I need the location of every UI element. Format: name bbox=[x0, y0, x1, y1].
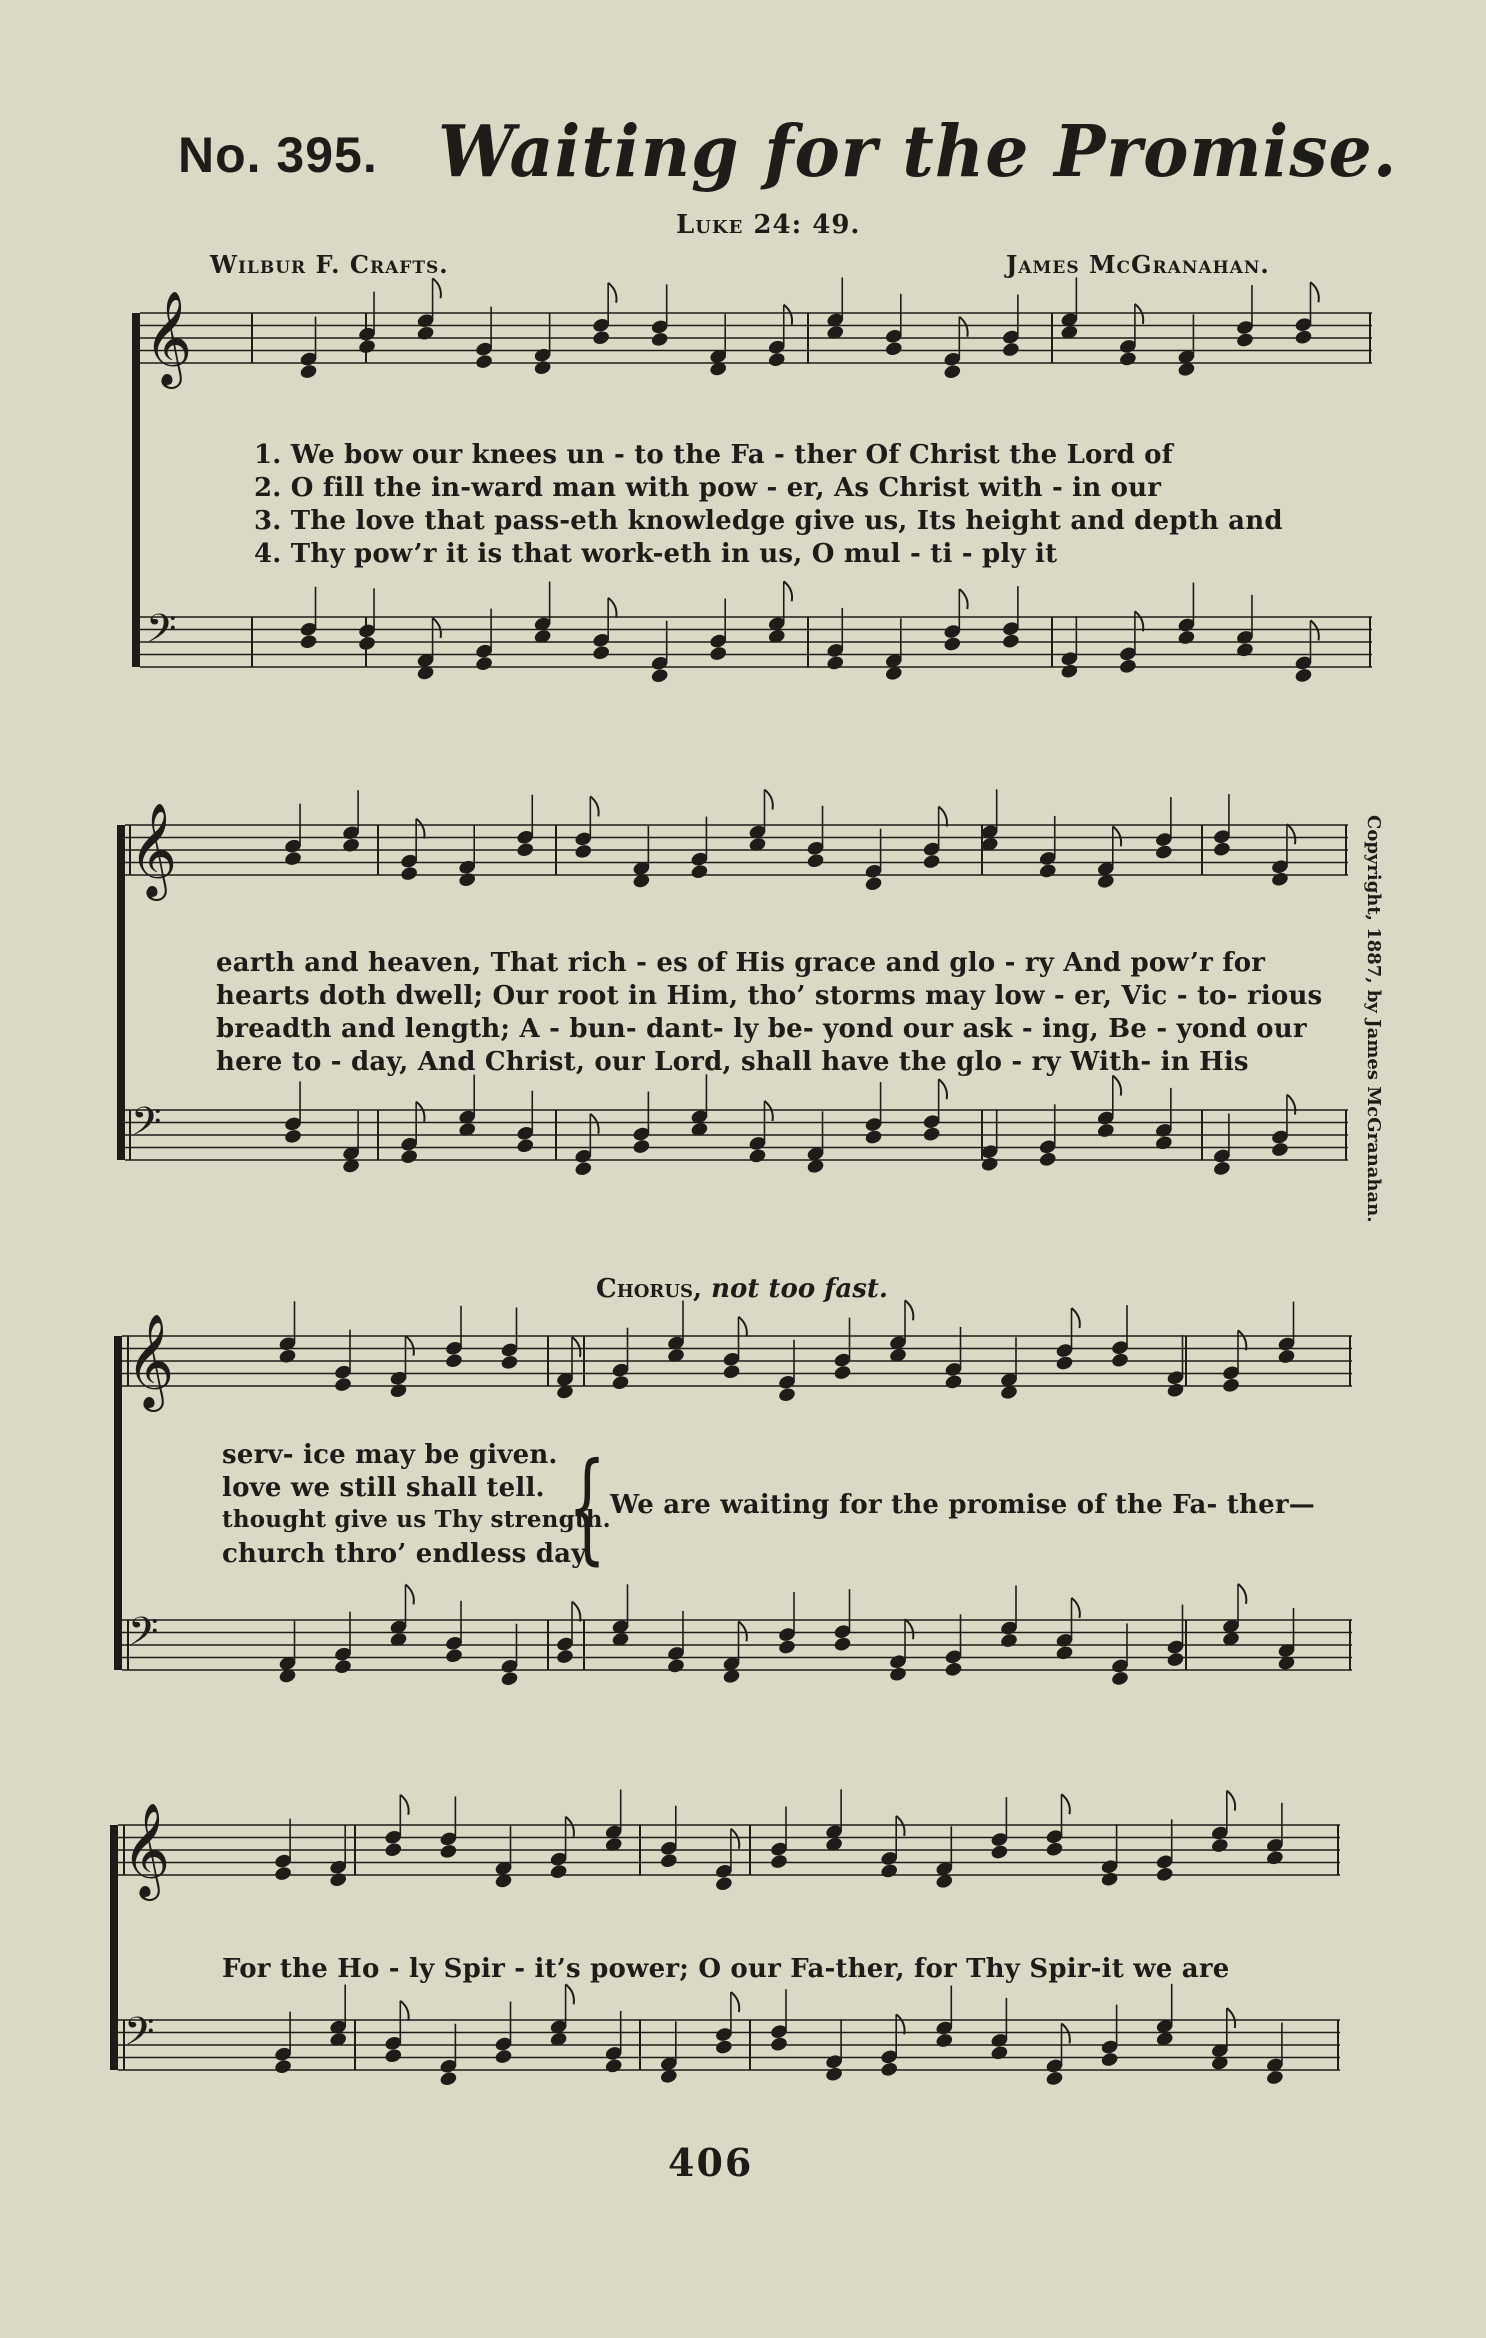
system-4-treble-note bbox=[439, 1843, 458, 1860]
system-2-bass-clef: 𝄢 bbox=[131, 1099, 162, 1155]
system-3-treble-note bbox=[389, 1382, 408, 1399]
system-1-treble-flag bbox=[1135, 304, 1143, 324]
system-2-treble-flag bbox=[764, 790, 772, 810]
system-1-bass-note bbox=[709, 645, 728, 662]
system-3-treble-note bbox=[444, 1352, 463, 1369]
verse-1-line-1: 1. We bow our knees un - to the Fa - ther Of Christ the Lord of bbox=[254, 440, 1174, 470]
system-1-treble-flag bbox=[433, 278, 441, 298]
system-3-treble-flag bbox=[739, 1317, 747, 1337]
system-4-bass-flag bbox=[1062, 2023, 1070, 2043]
system-4-treble-note bbox=[659, 1852, 678, 1869]
system-2-treble-note bbox=[1270, 871, 1289, 888]
system-1-treble-flag bbox=[608, 283, 616, 303]
system-4-treble-note bbox=[880, 1863, 899, 1880]
system-3-bass-flag bbox=[1072, 1598, 1080, 1618]
system-1-bass-note bbox=[592, 644, 611, 661]
system-2-bass-note bbox=[516, 1137, 535, 1154]
system-1-treble-flag bbox=[784, 305, 792, 325]
system-3-treble-note bbox=[1221, 1377, 1240, 1394]
verse-4-line-2: here to - day, And Christ, our Lord, shall have the glo - ry With- in His bbox=[216, 1047, 1249, 1077]
system-3-bass-note bbox=[999, 1632, 1018, 1649]
system-4-bass-note bbox=[604, 2058, 623, 2075]
system-2-bass-note bbox=[1154, 1134, 1173, 1151]
system-3-bass-note bbox=[500, 1670, 519, 1687]
system-3-treble-note bbox=[611, 1374, 630, 1391]
system-2-treble-note bbox=[1212, 841, 1231, 858]
system-1-bass-note bbox=[1118, 658, 1137, 675]
system-2-bass-flag bbox=[590, 1114, 598, 1134]
system-4-bass-note bbox=[1265, 2069, 1284, 2086]
system-1-treble-note bbox=[1235, 332, 1254, 349]
system-2-bass-flag bbox=[939, 1079, 947, 1099]
system-1-bass-note bbox=[475, 655, 494, 672]
system-3-treble-note bbox=[278, 1348, 297, 1365]
system-3-bass-note bbox=[833, 1636, 852, 1653]
system-2-bass-note bbox=[922, 1126, 941, 1143]
system-1-treble-note bbox=[357, 338, 376, 355]
system-1-bass-note bbox=[299, 633, 318, 650]
system-2-bass-note bbox=[632, 1138, 651, 1155]
chorus-tempo: not too fast. bbox=[711, 1274, 888, 1304]
system-3-treble-note bbox=[1277, 1348, 1296, 1365]
system-4-treble-note bbox=[329, 1871, 348, 1888]
system-3-treble-note bbox=[1110, 1352, 1129, 1369]
system-3-treble-flag bbox=[1238, 1330, 1246, 1350]
system-4-bass-flag bbox=[896, 2014, 904, 2034]
system-2-bass-note bbox=[864, 1129, 883, 1146]
system-4-bass-flag bbox=[566, 1984, 574, 2004]
system-2-bass-note bbox=[1212, 1160, 1231, 1177]
system-3-bass-clef: 𝄢 bbox=[128, 1609, 159, 1665]
system-4-bass-note bbox=[274, 2058, 293, 2075]
copyright-text: Copyright, 1887, by James McGranahan. bbox=[1363, 815, 1384, 1223]
system-4-treble-flag bbox=[1227, 1791, 1235, 1811]
system-3-bass-note bbox=[1166, 1651, 1185, 1668]
lyricist: Wilbur F. Crafts. bbox=[210, 250, 449, 279]
composer: James McGranahan. bbox=[1006, 250, 1270, 279]
system-1-treble-flag bbox=[959, 317, 967, 337]
system-1-bass-note bbox=[650, 667, 669, 684]
system-3-bass-flag bbox=[1238, 1584, 1246, 1604]
system-3-treble-flag bbox=[1072, 1308, 1080, 1328]
system-1-bass-flag bbox=[1310, 620, 1318, 640]
chorus-refrain: We are waiting for the promise of the Fa- ther— bbox=[610, 1490, 1315, 1520]
system-1-bass-clef: 𝄢 bbox=[146, 606, 177, 662]
system-4-bass-note bbox=[439, 2070, 458, 2087]
system-1-bass-flag bbox=[784, 581, 792, 601]
system-1-treble-note bbox=[299, 363, 318, 380]
system-4-bass-note bbox=[825, 2066, 844, 2083]
system-3-treble-note bbox=[333, 1376, 352, 1393]
system-1-bass-flag bbox=[959, 589, 967, 609]
system-4-bass-note bbox=[494, 2048, 513, 2065]
verse-1-line-2: earth and heaven, That rich - es of His grace and glo - ry And pow’r for bbox=[216, 948, 1266, 978]
system-3-treble-note bbox=[833, 1364, 852, 1381]
system-1-bass-flag bbox=[608, 598, 616, 618]
system-1-treble-note bbox=[416, 325, 435, 342]
verse-2-line-1: 2. O fill the in-ward man with pow - er, As Christ with - in our bbox=[254, 473, 1162, 503]
system-4-treble-note bbox=[274, 1865, 293, 1882]
system-2-bass-flag bbox=[416, 1102, 424, 1122]
system-3-bass-note bbox=[944, 1661, 963, 1678]
system-4-bass-note bbox=[935, 2032, 954, 2049]
system-4-bass-clef: 𝄢 bbox=[124, 2009, 155, 2065]
system-3-bass-note bbox=[333, 1658, 352, 1675]
copyright-notice bbox=[1354, 815, 1394, 1225]
system-2-treble-clef: 𝄞 bbox=[129, 803, 178, 898]
system-2-treble-flag bbox=[416, 819, 424, 839]
hymn-title: Waiting for the Promise. bbox=[438, 110, 1398, 194]
verse-3-line-1: 3. The love that pass-eth knowledge give us, Its height and depth and bbox=[254, 506, 1283, 536]
system-3-bass-note bbox=[666, 1658, 685, 1675]
system-3-bass-note bbox=[888, 1666, 907, 1683]
system-1-treble-note bbox=[533, 359, 552, 376]
system-2-treble-note bbox=[1154, 844, 1173, 861]
system-2-bass-flag bbox=[1287, 1095, 1295, 1115]
system-1-bass-note bbox=[1001, 633, 1020, 650]
chorus-label bbox=[596, 1274, 888, 1304]
system-4-bass-note bbox=[384, 2047, 403, 2064]
system-4-treble-flag bbox=[566, 1817, 574, 1837]
verse-2-line-2: hearts doth dwell; Our root in Him, tho’ storms may low - er, Vic - to- rious bbox=[216, 981, 1323, 1011]
system-1-treble-note bbox=[884, 340, 903, 357]
system-2-treble-note bbox=[806, 852, 825, 869]
system-2-bass-note bbox=[1096, 1122, 1115, 1139]
system-2-bass-note bbox=[1270, 1141, 1289, 1158]
system-3-bass-note bbox=[1110, 1670, 1129, 1687]
system-1-bass-note bbox=[1294, 667, 1313, 684]
system-4-treble-note bbox=[1155, 1866, 1174, 1883]
system-1-treble-clef: 𝄞 bbox=[144, 291, 193, 386]
system-2-bass-note bbox=[400, 1148, 419, 1165]
system-1-bass-note bbox=[1060, 663, 1079, 680]
system-4-treble-note bbox=[384, 1841, 403, 1858]
system-4-treble-flag bbox=[896, 1816, 904, 1836]
system-4-bass-flag bbox=[731, 1992, 739, 2012]
system-3-bass-flag bbox=[739, 1621, 747, 1641]
system-3-bass-flag bbox=[406, 1585, 414, 1605]
system-2-treble-note bbox=[1038, 863, 1057, 880]
system-1-bass-flag bbox=[433, 618, 441, 638]
system-4-treble-note bbox=[990, 1844, 1009, 1861]
system-2-treble-note bbox=[283, 850, 302, 867]
system-1-bass-note bbox=[1235, 641, 1254, 658]
ending-verse-2: love we still shall tell. bbox=[222, 1473, 545, 1503]
system-4-bass-note bbox=[714, 2039, 733, 2056]
system-3-bass-note bbox=[777, 1639, 796, 1656]
system-1-bass-note bbox=[826, 655, 845, 672]
system-4-treble-note bbox=[1265, 1849, 1284, 1866]
system-2-treble-note bbox=[400, 865, 419, 882]
system-2-treble-flag bbox=[1287, 824, 1295, 844]
system-1-treble-note bbox=[592, 329, 611, 346]
system-4-treble-note bbox=[1100, 1871, 1119, 1888]
system-3-bass-flag bbox=[905, 1619, 913, 1639]
ending-verse-4: church thro’ endless day. bbox=[222, 1539, 593, 1569]
system-1-bass-note bbox=[1177, 629, 1196, 646]
system-4-bass-note bbox=[769, 2036, 788, 2053]
system-2-treble-note bbox=[458, 871, 477, 888]
system-2-treble-note bbox=[922, 853, 941, 870]
system-4-bass-note bbox=[990, 2044, 1009, 2061]
chorus-word: Chorus, bbox=[596, 1274, 703, 1304]
system-1-bass-flag bbox=[1135, 611, 1143, 631]
system-2-bass-flag bbox=[764, 1101, 772, 1121]
system-2-treble-note bbox=[516, 841, 535, 858]
system-3-treble-note bbox=[944, 1374, 963, 1391]
system-2-bass-flag bbox=[1113, 1076, 1121, 1096]
system-2-treble-note bbox=[574, 843, 593, 860]
system-4-treble-note bbox=[549, 1863, 568, 1880]
system-1-treble-note bbox=[1294, 329, 1313, 346]
system-1-bass-note bbox=[357, 635, 376, 652]
system-3-bass-note bbox=[444, 1647, 463, 1664]
system-4-treble-note bbox=[1210, 1837, 1229, 1854]
system-2-treble-note bbox=[864, 875, 883, 892]
system-4-treble-note bbox=[1045, 1841, 1064, 1858]
system-2-treble-flag bbox=[1113, 826, 1121, 846]
system-3-bass-note bbox=[1055, 1644, 1074, 1661]
system-3-treble-flag bbox=[406, 1336, 414, 1356]
system-1-treble-note bbox=[767, 351, 786, 368]
system-4-treble-note bbox=[769, 1853, 788, 1870]
ending-verse-3: thought give us Thy strength. bbox=[222, 1506, 611, 1533]
system-2-bass-note bbox=[1038, 1151, 1057, 1168]
system-2-bass-note bbox=[283, 1128, 302, 1145]
system-3-treble-clef: 𝄞 bbox=[126, 1314, 175, 1409]
system-3-treble-note bbox=[777, 1386, 796, 1403]
system-4-treble-flag bbox=[731, 1829, 739, 1849]
system-2-treble-note bbox=[690, 863, 709, 880]
system-4-treble-note bbox=[714, 1875, 733, 1892]
system-2-treble-note bbox=[342, 837, 361, 854]
system-1-treble-flag bbox=[1310, 282, 1318, 302]
chorus-line-2: For the Ho - ly Spir - it’s power; O our Fa-ther, for Thy Spir-it we are bbox=[222, 1954, 1230, 1984]
system-4-treble-clef: 𝄞 bbox=[122, 1803, 171, 1898]
system-4-bass-note bbox=[1045, 2070, 1064, 2087]
system-1-treble-note bbox=[475, 353, 494, 370]
system-3-treble-flag bbox=[572, 1337, 580, 1357]
page-number: 406 bbox=[668, 2140, 754, 2185]
system-4-bass-note bbox=[1100, 2051, 1119, 2068]
system-3-treble-note bbox=[722, 1363, 741, 1380]
system-2-bass-note bbox=[748, 1148, 767, 1165]
verse-3-line-2: breadth and length; A - bun- dant- ly be- yond our ask - ing, Be - yond our bbox=[216, 1014, 1307, 1044]
system-1-treble-note bbox=[1118, 351, 1137, 368]
system-3-bass-note bbox=[555, 1648, 574, 1665]
ending-verse-1: serv- ice may be given. bbox=[222, 1440, 558, 1470]
system-3-treble-note bbox=[1055, 1355, 1074, 1372]
system-3-bass-flag bbox=[572, 1602, 580, 1622]
system-1-treble-note bbox=[1001, 341, 1020, 358]
scripture-reference: Luke 24: 49. bbox=[676, 210, 861, 240]
verse-4-line-1: 4. Thy pow’r it is that work-eth in us, O mul - ti - ply it bbox=[254, 539, 1058, 569]
system-1-bass-note bbox=[943, 636, 962, 653]
system-4-bass-flag bbox=[1227, 2008, 1235, 2028]
system-4-treble-flag bbox=[1062, 1794, 1070, 1814]
system-3-treble-flag bbox=[905, 1300, 913, 1320]
verse-brace: { bbox=[568, 1438, 607, 1577]
system-4-bass-flag bbox=[400, 2001, 408, 2021]
hymn-number: No. 395. bbox=[178, 127, 378, 183]
system-1-treble-note bbox=[650, 331, 669, 348]
system-2-bass-note bbox=[574, 1160, 593, 1177]
system-2-treble-flag bbox=[590, 796, 598, 816]
system-4-bass-note bbox=[880, 2061, 899, 2078]
system-3-treble-note bbox=[500, 1354, 519, 1371]
system-2-treble-flag bbox=[939, 807, 947, 827]
system-4-treble-flag bbox=[400, 1795, 408, 1815]
system-1-treble-note bbox=[943, 363, 962, 380]
system-3-treble-note bbox=[1166, 1382, 1185, 1399]
